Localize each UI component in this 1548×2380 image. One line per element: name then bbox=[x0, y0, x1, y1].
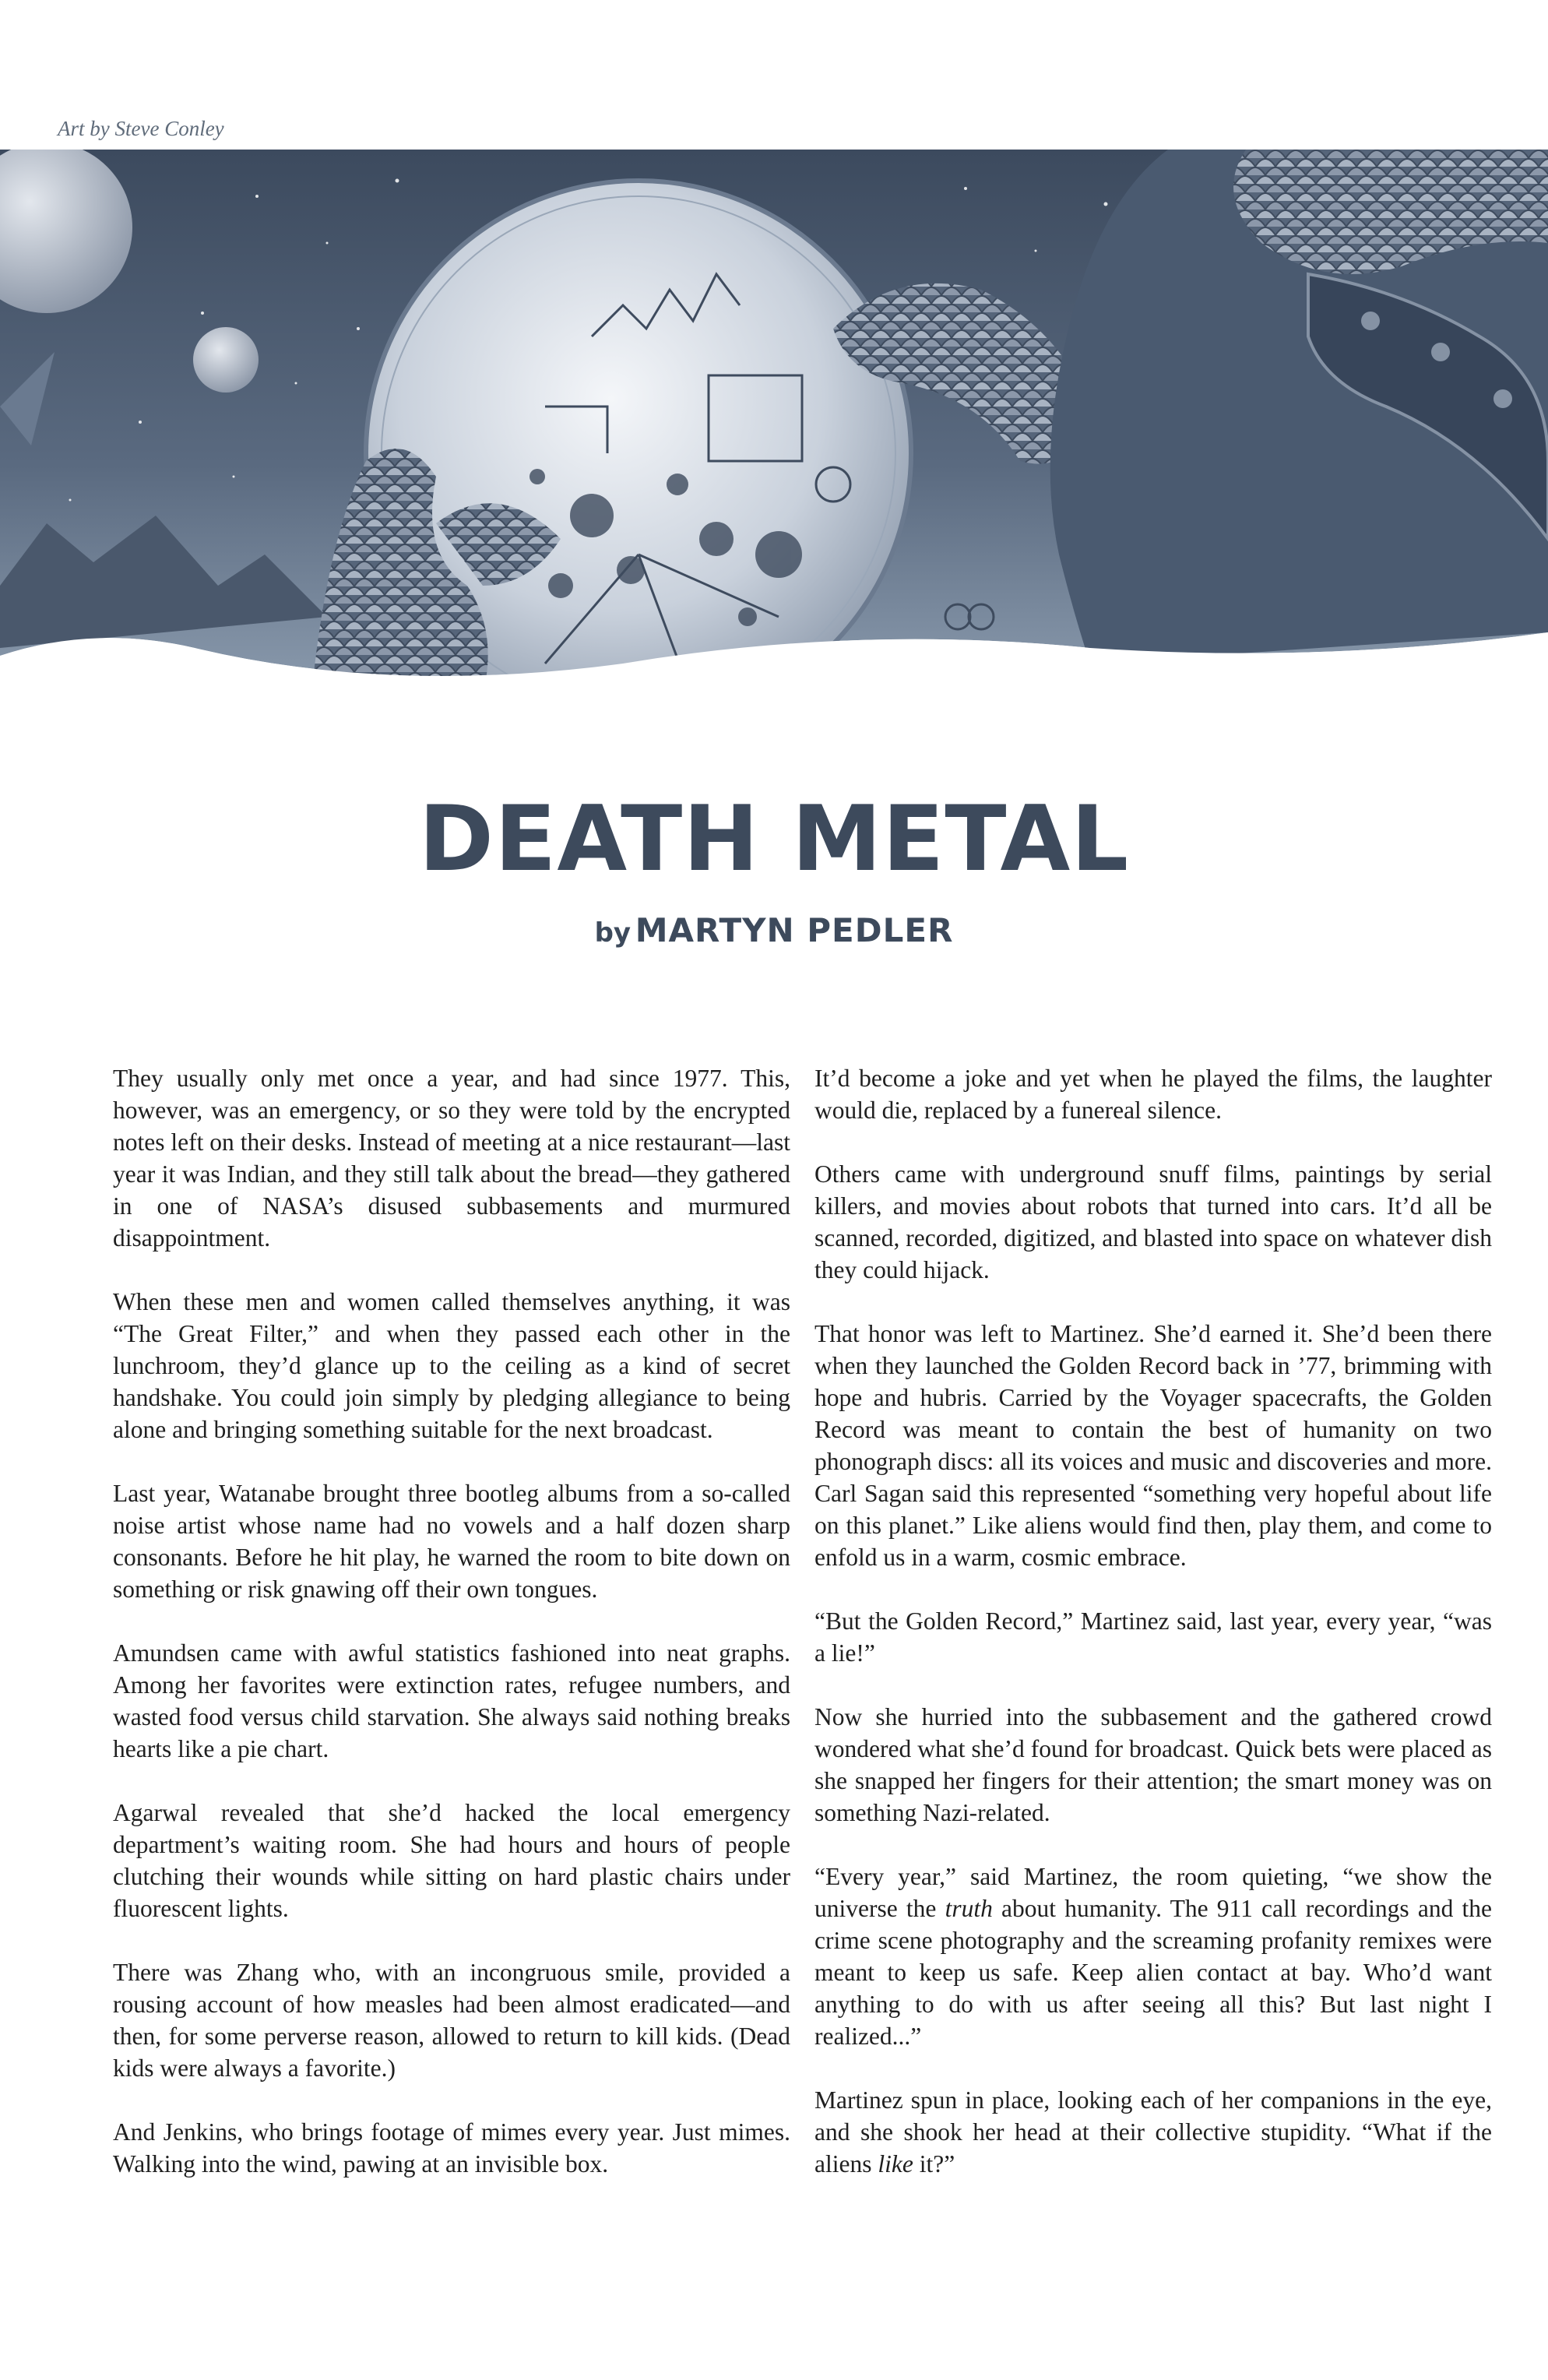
art-credit: Art by Steve Conley bbox=[58, 117, 224, 140]
byline bbox=[0, 911, 1548, 949]
byline-author: MARTYN PEDLER bbox=[635, 911, 954, 949]
right-column bbox=[814, 1062, 1492, 2180]
space-illustration bbox=[0, 150, 1548, 687]
paragraph: That honor was left to Martinez. She’d earned it. She’d been there when they launched the Golden Record back in ’77, brimming with hope and hubris. Carried by the Voyager spacecrafts, the Golden Record was meant to contain the best of humanity on two phonograph discs: all its voices and music and discoveries and more. Carl Sagan said this represented “something very hopeful about life on this planet.” Like aliens would find then, play them, and come to enfold us in a warm, cosmic embrace. bbox=[814, 1320, 1492, 1571]
paragraph-text: “Every year,” said Martinez, the room quieting, “we show the universe the bbox=[814, 1863, 1492, 1922]
paragraph: Now she hurried into the subbasement and the gathered crowd wondered what she’d found for broadcast. Quick bets were placed as she snapped her fingers for their attention; the smart money was on something Nazi-related. bbox=[814, 1703, 1492, 1826]
paragraph: It’d become a joke and yet when he played the films, the laughter would die, replaced by a funereal silence. bbox=[814, 1065, 1492, 1124]
emphasis-text: truth bbox=[945, 1895, 993, 1922]
paragraph bbox=[814, 1861, 1492, 2052]
paragraph: Last year, Watanabe brought three bootleg albums from a so-called noise artist whose name had no vowels and a half dozen sharp consonants. Before he hit play, he warned the room to bite down on something or risk gnawing off their own tongues. bbox=[113, 1480, 790, 1603]
paragraph-text: it?” bbox=[913, 2150, 955, 2178]
paragraph: They usually only met once a year, and had since 1977. This, however, was an emergency, or so they were told by the encrypted notes left on their desks. Instead of meeting at a nice restaurant—last year it was Indian, and they still talk about the bread—they gathered in one of NASA’s disused subbasements and murmured disappointment. bbox=[113, 1065, 790, 1252]
paragraph: Others came with underground snuff films, paintings by serial killers, and movies about robots that turned into cars. It’d all be scanned, recorded, digitized, and blasted into space on whatever dish they could hijack. bbox=[814, 1160, 1492, 1283]
paragraph: Agarwal revealed that she’d hacked the local emergency department’s waiting room. She had hours and hours of people clutching their wounds while sitting on hard plastic chairs under fluorescent lights. bbox=[113, 1799, 790, 1922]
article-title: DEATH METAL bbox=[418, 787, 1130, 892]
paragraph: “But the Golden Record,” Martinez said, last year, every year, “was a lie!” bbox=[814, 1607, 1492, 1667]
paragraph-text: about humanity. The 911 call recordings and the crime scene photography and the screaming profanity remixes were meant to keep us safe. Keep alien contact at bay. Who’d want anything to do with us after seeing all this? But last night I realized...” bbox=[814, 1895, 1492, 2050]
paragraph bbox=[814, 2084, 1492, 2180]
header-illustration bbox=[0, 150, 1548, 687]
paragraph: Amundsen came with awful statistics fashioned into neat graphs. Among her favorites were extinction rates, refugee numbers, and wasted food versus child starvation. She always said nothing breaks hearts like a pie chart. bbox=[113, 1639, 790, 1762]
paragraph: And Jenkins, who brings footage of mimes every year. Just mimes. Walking into the wind, pawing at an invisible box. bbox=[113, 2118, 790, 2178]
paragraph: There was Zhang who, with an incongruous smile, provided a rousing account of how measles had been almost eradicated—and then, for some perverse reason, allowed to return to kill kids. (Dead kids were always a favorite.) bbox=[113, 1959, 790, 2082]
emphasis-text: like bbox=[878, 2150, 913, 2178]
left-column bbox=[113, 1062, 790, 2180]
byline-by: by bbox=[594, 917, 632, 949]
paragraph-text: Martinez spun in place, looking each of her companions in the eye, and she shook her head at their collective stupidity. “What if the aliens bbox=[814, 2086, 1492, 2178]
paragraph: When these men and women called themselves anything, it was “The Great Filter,” and when they passed each other in the lunchroom, they’d glance up to the ceiling as a kind of secret handshake. You could join simply by pledging allegiance to being alone and bringing something suitable for the next broadcast. bbox=[113, 1288, 790, 1443]
